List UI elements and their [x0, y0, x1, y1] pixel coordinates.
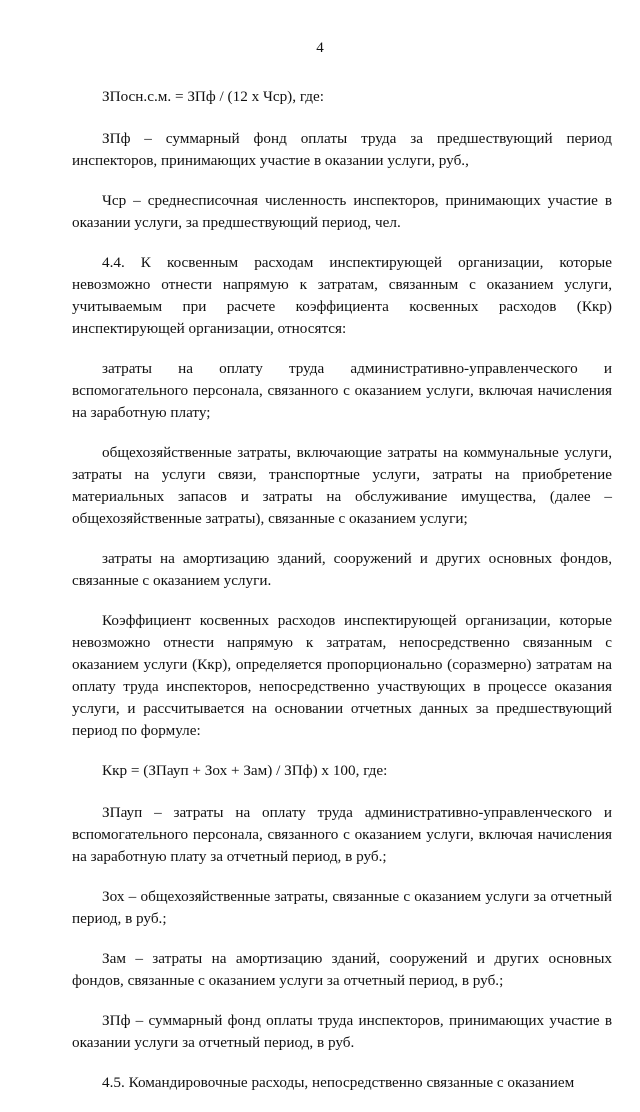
definition-zam: Зам – затраты на амортизацию зданий, сооружений и других основных фондов, связанные с оказанием услуги за отчетный период, в руб.;: [72, 950, 612, 989]
document-body: [72, 86, 612, 1112]
formula-base-salary: ЗПосн.с.м. = ЗПф / (12 х Чср), где:: [102, 88, 324, 105]
definition-zoh: Зох – общехозяйственные затраты, связанные с оказанием услуги за отчетный период, в руб.;: [72, 888, 612, 927]
definition-zpf-reporting: ЗПф – суммарный фонд оплаты труда инспекторов, принимающих участие в оказании услуги за отчетный период, в руб.: [72, 1012, 612, 1051]
coefficient-description: Коэффициент косвенных расходов инспектирующей организации, которые невозможно отнести напрямую к затратам, непосредственно связанным с оказанием услуги (Ккр), определяется пропорционально (соразмерно) затратам на оплату труда инспекторов, непосредственно участвующих в процессе оказания услуги, и рассчитывается на основании отчетных данных за предшествующий период по формуле:: [72, 612, 612, 739]
section-4-5: 4.5. Командировочные расходы, непосредственно связанные с оказанием: [102, 1074, 575, 1091]
definition-zpaup: ЗПауп – затраты на оплату труда административно-управленческого и вспомогательного персонала, связанного с оказанием услуги, включая начисления на заработную плату за отчетный период, в руб.;: [72, 804, 612, 865]
formula-kkr: Ккр = (ЗПауп + Зох + Зам) / ЗПф) х 100, где:: [102, 762, 388, 779]
list-item-admin-labor: затраты на оплату труда административно-управленческого и вспомогательного персонала, связанного с оказанием услуги, включая начисления на заработную плату;: [72, 360, 612, 421]
page-number: 4: [316, 40, 324, 56]
definition-zpf: ЗПф – суммарный фонд оплаты труда за предшествующий период инспекторов, принимающих участие в оказании услуги, руб.,: [72, 130, 612, 169]
section-4-4: 4.4. К косвенным расходам инспектирующей организации, которые невозможно отнести напрямую к затратам, связанным с оказанием услуги, учитываемым при расчете коэффициента косвенных расходов (Ккр) инспектирующей организации, относятся:: [72, 254, 612, 337]
definition-chsr: Чср – среднесписочная численность инспекторов, принимающих участие в оказании услуги, за предшествующий период, чел.: [72, 192, 612, 231]
list-item-depreciation: затраты на амортизацию зданий, сооружений и других основных фондов, связанные с оказанием услуги.: [72, 550, 612, 589]
list-item-general-costs: общехозяйственные затраты, включающие затраты на коммунальные услуги, затраты на услуги связи, транспортные услуги, затраты на приобретение материальных запасов и затраты на обслуживание имущества, (далее – общехозяйственные затраты), связанные с оказанием услуги;: [72, 444, 612, 527]
